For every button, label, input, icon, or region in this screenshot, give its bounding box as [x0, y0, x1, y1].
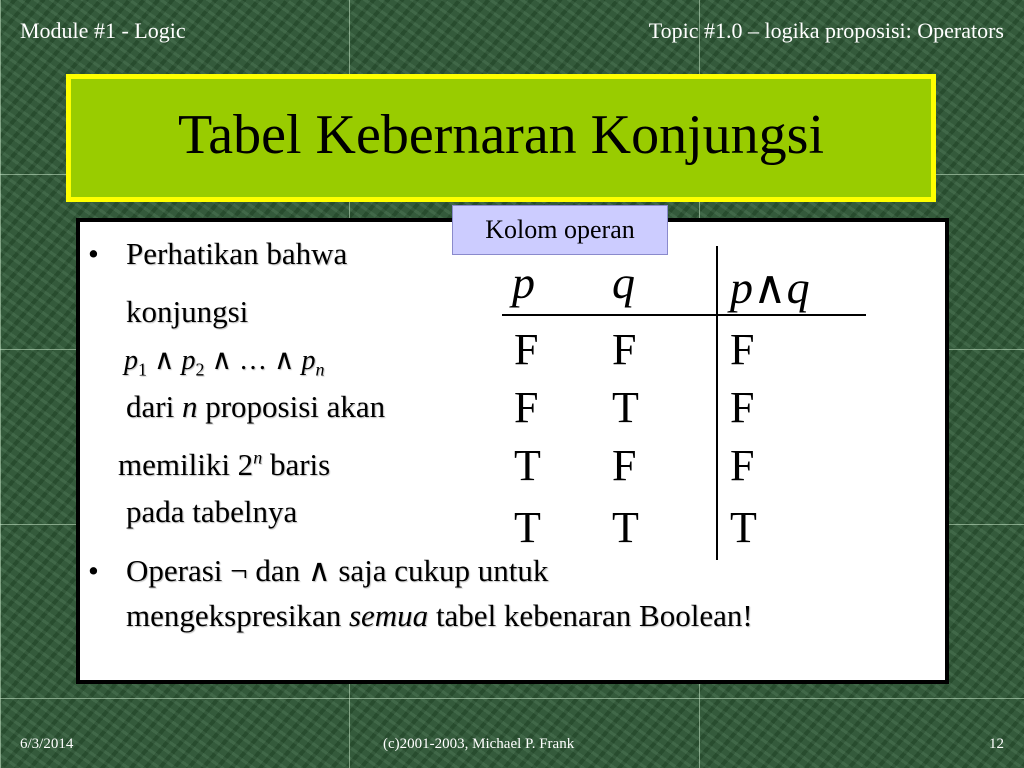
table-header-p: p [512, 257, 535, 308]
bullet1-exponent [253, 448, 262, 468]
bullet2-semua: semua [348, 598, 429, 633]
bullet1-dari: dari [126, 389, 175, 424]
table-header-pq: p∧q [730, 262, 810, 313]
formula-sub2: 2 [195, 359, 205, 380]
table-cell: T [730, 503, 757, 552]
table-header-rule [502, 314, 866, 316]
formula-and-1: ∧ [154, 345, 175, 376]
footer-page-number: 12 [989, 736, 1004, 752]
bullet2-line1: Operasi ¬ dan ∧ saja cukup untuk [126, 553, 549, 588]
bullet1-baris: baris [269, 447, 331, 482]
formula-ellipsis: … [239, 345, 267, 376]
bullet-marker: • [88, 236, 99, 271]
bullet2-tail: tabel kebenaran Boolean! [435, 598, 753, 633]
background-tile-line [0, 0, 1, 768]
table-cell: T [514, 441, 541, 490]
bullet1-n: n [181, 389, 198, 424]
bullet1-line2: konjungsi [126, 294, 249, 329]
bullet-marker: • [88, 553, 99, 588]
table-cell: F [730, 383, 755, 432]
table-header-q: q [612, 257, 635, 308]
bullet1-memiliki: memiliki 2 [118, 447, 254, 482]
formula-subn-letter: n [315, 359, 325, 380]
footer-date: 6/3/2014 [20, 736, 74, 752]
footer-copyright: (c)2001-2003, Michael P. Frank [383, 736, 575, 752]
header-topic: Topic #1.0 – logika proposisi: Operators [648, 18, 1004, 43]
formula-and-3: ∧ [274, 345, 295, 376]
table-cell: F [730, 441, 755, 490]
table-cell: F [514, 325, 539, 374]
operand-column-callout: Kolom operan [452, 205, 668, 255]
conjunction-formula [124, 343, 325, 381]
table-cell: T [612, 503, 639, 552]
formula-pn: p [301, 345, 316, 376]
formula-and-2: ∧ [211, 345, 232, 376]
formula-sub1: 1 [138, 359, 147, 380]
table-cell: F [612, 441, 637, 490]
table-column-rule [716, 246, 718, 560]
bullet1-line6: pada tabelnya [126, 494, 298, 529]
table-cell: F [514, 383, 539, 432]
formula-p2: p [181, 345, 196, 376]
bullet1-proposisi: proposisi akan [205, 389, 386, 424]
bullet2-mengekspresikan: mengekspresikan [126, 598, 342, 633]
table-cell: T [612, 383, 639, 432]
bullet1-exponent-letter: n [253, 447, 263, 468]
formula-p1: p [124, 345, 138, 376]
formula-subn [316, 360, 325, 380]
title-banner [66, 74, 936, 202]
bullet2-line2 [126, 598, 753, 634]
slide-title: Tabel Kebernaran Konjungsi [177, 104, 825, 166]
bullet1-line5 [118, 447, 330, 483]
table-cell: F [730, 325, 755, 374]
background-tile-line [0, 698, 1024, 699]
table-cell: F [612, 325, 637, 374]
table-cell: T [514, 503, 541, 552]
bullet1-line4 [126, 389, 385, 425]
bullet1-line1: Perhatikan bahwa [126, 236, 348, 271]
header-module: Module #1 - Logic [20, 18, 186, 43]
